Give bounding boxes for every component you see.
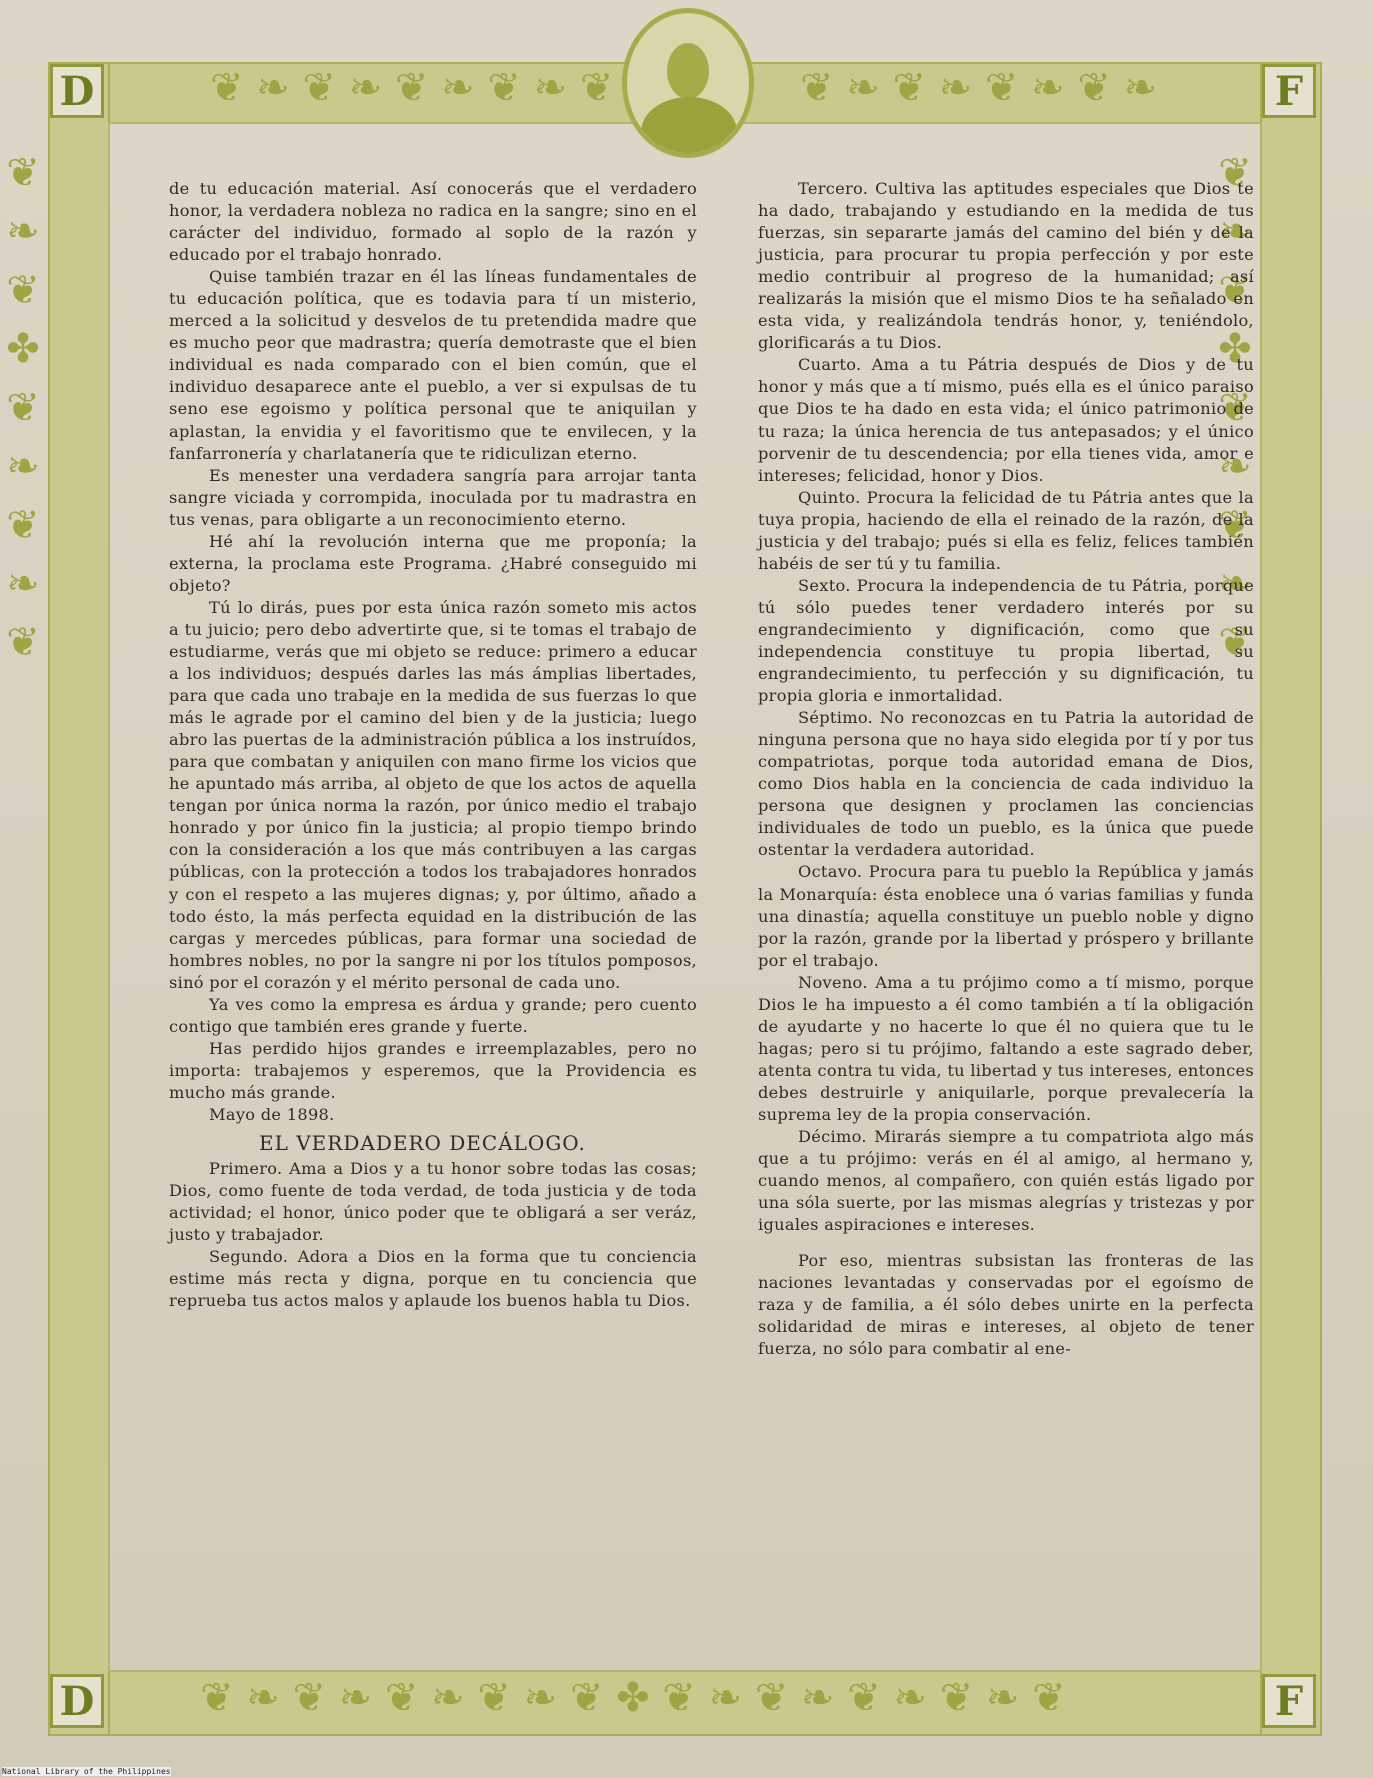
paragraph: Quise también trazar en él las líneas fundamentales de tu educación política, que es todavia para tí un misterio, merced a la solicitud y desvelos de tu pretendida madre que es mucho peor que madrastra; quería demotraste que el bien individual es nada comparado con el bien común, que el individuo desaparece ante el pueblo, a ver si expulsas de tu seno ese egoismo y política personal que te aniquilan y aplastan, la envidia y el favoritismo que te envilecen, y la fanfarronería y charlatanería que te ridiculizan eterno. bbox=[169, 267, 697, 463]
commandment: Primero. Ama a Dios y a tu honor sobre todas las cosas; Dios, como fuente de toda verdad, de toda justicia y de toda actividad; el honor, único poder que te obligará a ser veráz, justo y trabajador. bbox=[169, 1159, 697, 1245]
leaf-scroll-icon bbox=[1270, 150, 1310, 666]
paragraph: Tú lo dirás, pues por esta única razón someto mis actos a tu juicio; pero debo advertirte que, si te tomas el trabajo de estudiarme, verás que mi objeto se reduce: primero a educar a los individuos; después darles las más ámplias libertades, para que cada uno trabaje en la medida de sus fuerzas lo que más le agrade por el camino del bien y de la justicia; luego abro las puertas de la administración pública a los instruídos, para que combatan y aniquilen con mano firme los vicios que he apuntado más arriba, al objeto de que los actos de aquella tengan por única norma la razón, por único medio el trabajo honrado y por único fin la justicia; al propio tiempo brindo con la consideración a los que más contribuyen a las cargas públicas, con la protección a todos los trabajadores honrados y con el respeto a las mujeres dignas; y, por último, añado a todo ésto, la más perfecta equidad en la distribución de las cargas y mercedes públicas, para formar una sociedad de hombres nobles, no por la sangre ni por los títulos pomposos, sinó por el corazón y el mérito personal de cada uno. bbox=[169, 597, 697, 992]
commandment: Cuarto. Ama a tu Pátria después de Dios y de tu honor y más que a tí mismo, pués ella es el único paraiso que Dios te ha dado en esta vida; el único patrimonio de tu raza; la única herencia de tus antepasados; y el único porvenir de tu descendencia; por ella tienes vida, amor e intereses; felicidad, honor y Dios. bbox=[758, 355, 1254, 485]
commandment: Décimo. Mirarás siempre a tu compatriota algo más que a tu prójimo: verás en él al amigo, al hermano y, cuando menos, al compañero, con quién estás ligado por una sóla suerte, por las mismas alegrías y tristezas y por iguales aspiraciones e intereses. bbox=[758, 1127, 1254, 1235]
paragraph: Ya ves como la empresa es árdua y grande; pero cuento contigo que también eres grande y fuerte. bbox=[169, 994, 697, 1036]
right-column bbox=[758, 178, 1254, 1360]
portrait-medallion bbox=[622, 8, 754, 158]
library-credit: National Library of the Philippines bbox=[2, 1767, 171, 1776]
paragraph: Hé ahí la revolución interna que me proponía; la externa, la proclama este Programa. ¿Habré conseguido mi objeto? bbox=[169, 531, 697, 595]
corner-letter-bottom-right: F bbox=[1262, 1674, 1316, 1728]
corner-letter-top-right: F bbox=[1262, 64, 1316, 118]
corner-letter-top-left: D bbox=[50, 64, 104, 118]
commandment: Tercero. Cultiva las aptitudes especiales que Dios te ha dado, trabajando y estudiando en la medida de tus fuerzas, sin separarte jamás del camino del bién y de la justicia, para procurar tu propia perfección y por este medio contribuir al progreso de la humanidad; así realizarás la misión que el mismo Dios te ha señalado en esta vida, y realizándola tendrás honor, y, teniéndolo, glorificarás a tu Dios. bbox=[758, 179, 1254, 353]
commandment: Quinto. Procura la felicidad de tu Pátria antes que la tuya propia, haciendo de ella el reinado de la razón, de la justicia y del trabajo; pués si ella es feliz, felices también habéis de ser tú y tu familia. bbox=[758, 487, 1254, 573]
leaf-scroll-icon: ❦ ❧ ❦ ❧ ❦ ❧ ❦ ❧ ❦ bbox=[210, 65, 614, 111]
paragraph: Es menester una verdadera sangría para arrojar tanta sangre viciada y corrompida, inoculada por tu madrastra en tus venas, para obligarte a un reconocimiento eterno. bbox=[169, 465, 697, 529]
leaf-scroll-icon: ❦ ❧ ❦ ✤ ❦ ❧ ❦ ❧ ❦ bbox=[0, 150, 46, 666]
leaf-scroll-icon: ❦ ❧ ❦ ❧ ❦ ❧ ❦ ❧ bbox=[800, 65, 1158, 111]
commandment: Noveno. Ama a tu prójimo como a tí mismo, porque Dios le ha impuesto a él como también a tí la obligación de ayudarte y no hacerte lo que él no quiera que tu le hagas; pero si tu prójimo, faltando a este sagrado deber, atenta contra tu vida, tu libertad y tus intereses, entonces debes destruirle y aniquilarle, porque prevalecería la suprema ley de la propia conservación. bbox=[758, 972, 1255, 1124]
paragraph: Has perdido hijos grandes e irreemplazables, pero no importa: trabajemos y esperemos, que la Providencia es mucho más grande. bbox=[169, 1038, 697, 1102]
portrait-head bbox=[667, 43, 709, 99]
commandment: Segundo. Adora a Dios en la forma que tu conciencia estime más recta y digna, porque en tu conciencia que reprueba tus actos malos y aplaude los buenos habla tu Dios. bbox=[169, 1247, 697, 1311]
closing-paragraph: Por eso, mientras subsistan las fronteras de las naciones levantadas y conservadas por el egoísmo de raza y de familia, a él sólo debes unirte en la perfecta solidaridad de miras e intereses, al objeto de tener fuerza, no sólo para combatir al ene- bbox=[758, 1251, 1254, 1359]
corner-letter-bottom-left: D bbox=[50, 1674, 104, 1728]
paragraph: de tu educación material. Así conocerás que el verdadero honor, la verdadera nobleza no radica en la sangre; sino en el carácter del individuo, formado al soplo de la razón y educado por el trabajo honrado. bbox=[169, 179, 697, 265]
section-heading: EL VERDADERO DECÁLOGO. bbox=[259, 1131, 586, 1156]
commandment: Octavo. Procura para tu pueblo la República y jamás la Monarquía: ésta enoblece una ó varias familias y funda una dinastía; aquella constituye un pueblo noble y digno por la razón, grande por la libertad y próspero y brillante por el trabajo. bbox=[758, 862, 1254, 970]
left-column bbox=[169, 178, 697, 1312]
commandment: Sexto. Procura la independencia de tu Pátria, porque tú sólo puedes tener verdadero interés por su engrandecimiento y dignificación, como que su independencia constituye tu propia libertad, su engrandecimiento, tu perfección y su dignificación, tu propia gloria e inmortalidad. bbox=[758, 575, 1254, 706]
date-line: Mayo de 1898. bbox=[209, 1104, 335, 1124]
portrait-body bbox=[641, 97, 737, 158]
leaf-scroll-icon: ❦ ❧ ❦ ❧ ❦ ❧ ❦ ❧ ❦ ✤ ❦ ❧ ❦ ❧ ❦ ❧ ❦ ❧ ❦ bbox=[200, 1675, 1066, 1721]
commandment: Séptimo. No reconozcas en tu Patria la autoridad de ninguna persona que no haya sido elegida por tí y por tus compatriotas, porque toda autoridad emana de Dios, como Dios habla en la conciencia de cada individuo la persona que designen y proclamen las conciencias individuales de todo un pueblo, es la única que puede ostentar la verdadera autoridad. bbox=[758, 708, 1254, 860]
